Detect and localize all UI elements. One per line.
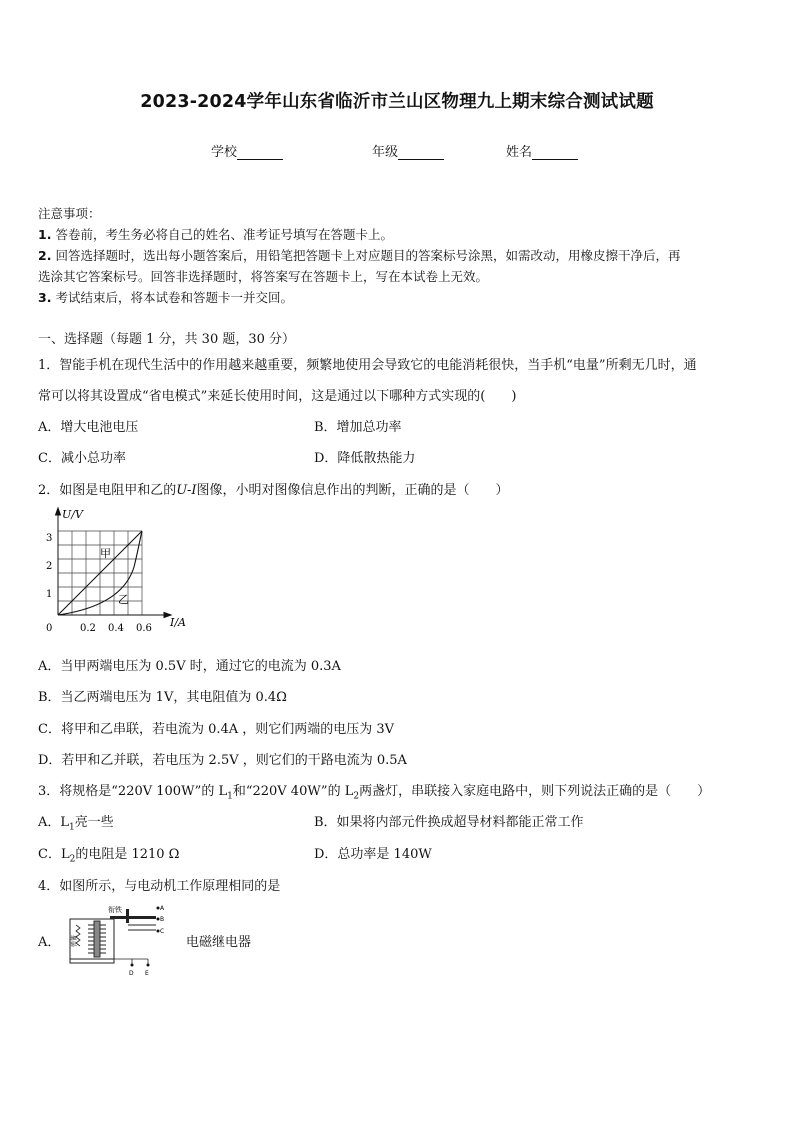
q3-stem xyxy=(38,780,710,802)
q4-option-a-label: A． xyxy=(38,935,61,950)
section-heading: 一、选择题（每题 1 分，共 30 题，30 分） xyxy=(38,332,296,347)
x-axis-label: I/A xyxy=(170,616,186,629)
spring-label: 弹簧 xyxy=(71,934,78,947)
q2-option-a: A．当甲两端电压为 0.5V 时，通过它的电流为 0.3A xyxy=(38,659,341,674)
note-number: 3. xyxy=(38,290,52,305)
y-tick-label: 3 xyxy=(46,533,53,544)
name-label: 姓名 xyxy=(506,145,533,160)
ui-graph xyxy=(40,505,200,639)
q2-stem-post: 图像，小明对图像信息作出的判断，正确的是（ ） xyxy=(196,483,509,498)
label-yi: 乙 xyxy=(118,593,129,606)
name-blank xyxy=(532,147,578,160)
relay-coil xyxy=(88,921,106,957)
relay-armature xyxy=(110,916,156,919)
q3-option-a xyxy=(38,811,114,833)
q2-stem xyxy=(38,479,509,498)
q2-option-d: D．若甲和乙并联，若电压为 2.5V ，则它们的干路电流为 0.5A xyxy=(38,753,407,768)
note-item-2-cont: 选涂其它答案标号。回答非选择题时，将答案写在答题卡上，写在本试卷上无效。 xyxy=(38,269,489,284)
subscript: 2 xyxy=(353,791,360,802)
label-jia: 甲 xyxy=(100,547,111,560)
note-text: 考试结束后，将本试卷和答题卡一并交回。 xyxy=(55,290,293,305)
note-text: 答卷前，考生务必将自己的姓名、准考证号填写在答题卡上。 xyxy=(55,227,393,242)
subscript: 2 xyxy=(69,854,76,865)
terminal-label: A xyxy=(160,905,165,912)
school-label: 学校 xyxy=(211,145,238,160)
q1-stem-line1: 1．智能手机在现代生活中的作用越来越重要，频繁地使用会导致它的电能消耗很快，当手机“电量”所剩无几时，通 xyxy=(38,358,697,373)
q3-option-c xyxy=(38,843,179,865)
terminal-label: B xyxy=(160,916,165,923)
note-item-1 xyxy=(38,224,758,245)
terminal-label: E xyxy=(145,970,149,977)
q3-option-b: B．如果将内部元件换成超导材料都能正常工作 xyxy=(314,815,584,830)
y-tick-label: 1 xyxy=(46,589,53,600)
q1-option-d: D．降低散热能力 xyxy=(314,451,416,466)
option-part: 的电阻是 1210 Ω xyxy=(75,847,180,862)
terminal-label: D xyxy=(129,970,134,977)
x-tick-label: 0.2 xyxy=(80,623,96,634)
x-tick-label: 0.4 xyxy=(108,623,124,634)
note-number: 2. xyxy=(38,248,52,263)
ui-graph-svg xyxy=(40,505,200,635)
option-part: 亮一些 xyxy=(74,815,114,830)
subscript: 1 xyxy=(69,822,75,833)
note-text: 回答选择题时，选出每小题答案后，用铅笔把答题卡上对应题目的答案标号涂黑，如需改动，用橡皮擦干净后，再 xyxy=(55,248,681,263)
option-part: C．L xyxy=(38,847,70,862)
school-field xyxy=(211,141,283,160)
q1-stem-line2: 常可以将其设置成“省电模式”来延长使用时间，这是通过以下哪种方式实现的( ) xyxy=(38,389,517,404)
grade-blank xyxy=(398,147,444,160)
q4-stem: 4．如图所示，与电动机工作原理相同的是 xyxy=(38,879,281,894)
relay-svg xyxy=(66,903,165,977)
x-tick-label: 0.6 xyxy=(136,623,152,634)
exam-title: 2023-2024学年山东省临沂市兰山区物理九上期末综合测试试题 xyxy=(140,92,654,112)
q2-stem-pre: 2．如图是电阻甲和乙的 xyxy=(38,483,177,498)
subscript: 1 xyxy=(227,791,233,802)
option-part: A．L xyxy=(38,815,70,830)
relay-diagram xyxy=(66,903,165,981)
q2-option-c: C．将甲和乙串联，若电流为 0.4A ，则它们两端的电压为 3V xyxy=(38,722,395,737)
armature-label: 衔铁 xyxy=(108,906,122,914)
note-item-2 xyxy=(38,245,758,266)
grade-field xyxy=(372,141,444,160)
notes-heading: 注意事项： xyxy=(38,206,101,221)
q1-option-b: B．增加总功率 xyxy=(314,420,402,435)
q3-stem-part: 3．将规格是“220V 100W”的 L xyxy=(38,784,228,799)
q1-option-c: C．减小总功率 xyxy=(38,451,126,466)
y-axis-label: U/V xyxy=(62,508,83,521)
school-blank xyxy=(237,147,283,160)
q3-stem-part: 和“220V 40W”的 L xyxy=(232,784,354,799)
grade-label: 年级 xyxy=(372,145,399,160)
note-number: 1. xyxy=(38,227,52,242)
origin-label: 0 xyxy=(46,623,53,634)
q3-stem-part: 两盏灯，串联接入家庭电路中，则下列说法正确的是（ ） xyxy=(359,784,711,799)
y-tick-label: 2 xyxy=(46,561,53,572)
terminal-label: C xyxy=(160,928,165,935)
relay-terminals xyxy=(131,907,160,967)
q2-stem-ui: U-I xyxy=(176,483,197,498)
notes-block xyxy=(38,203,758,308)
q1-option-a: A．增大电池电压 xyxy=(38,420,139,435)
q2-option-b: B．当乙两端电压为 1V，其电阻值为 0.4Ω xyxy=(38,690,287,705)
note-item-3 xyxy=(38,287,758,308)
q4-option-a-text: 电磁继电器 xyxy=(186,935,252,950)
name-field xyxy=(506,141,578,160)
q3-option-d: D．总功率是 140W xyxy=(314,847,432,862)
relay-contact-post xyxy=(126,909,129,923)
